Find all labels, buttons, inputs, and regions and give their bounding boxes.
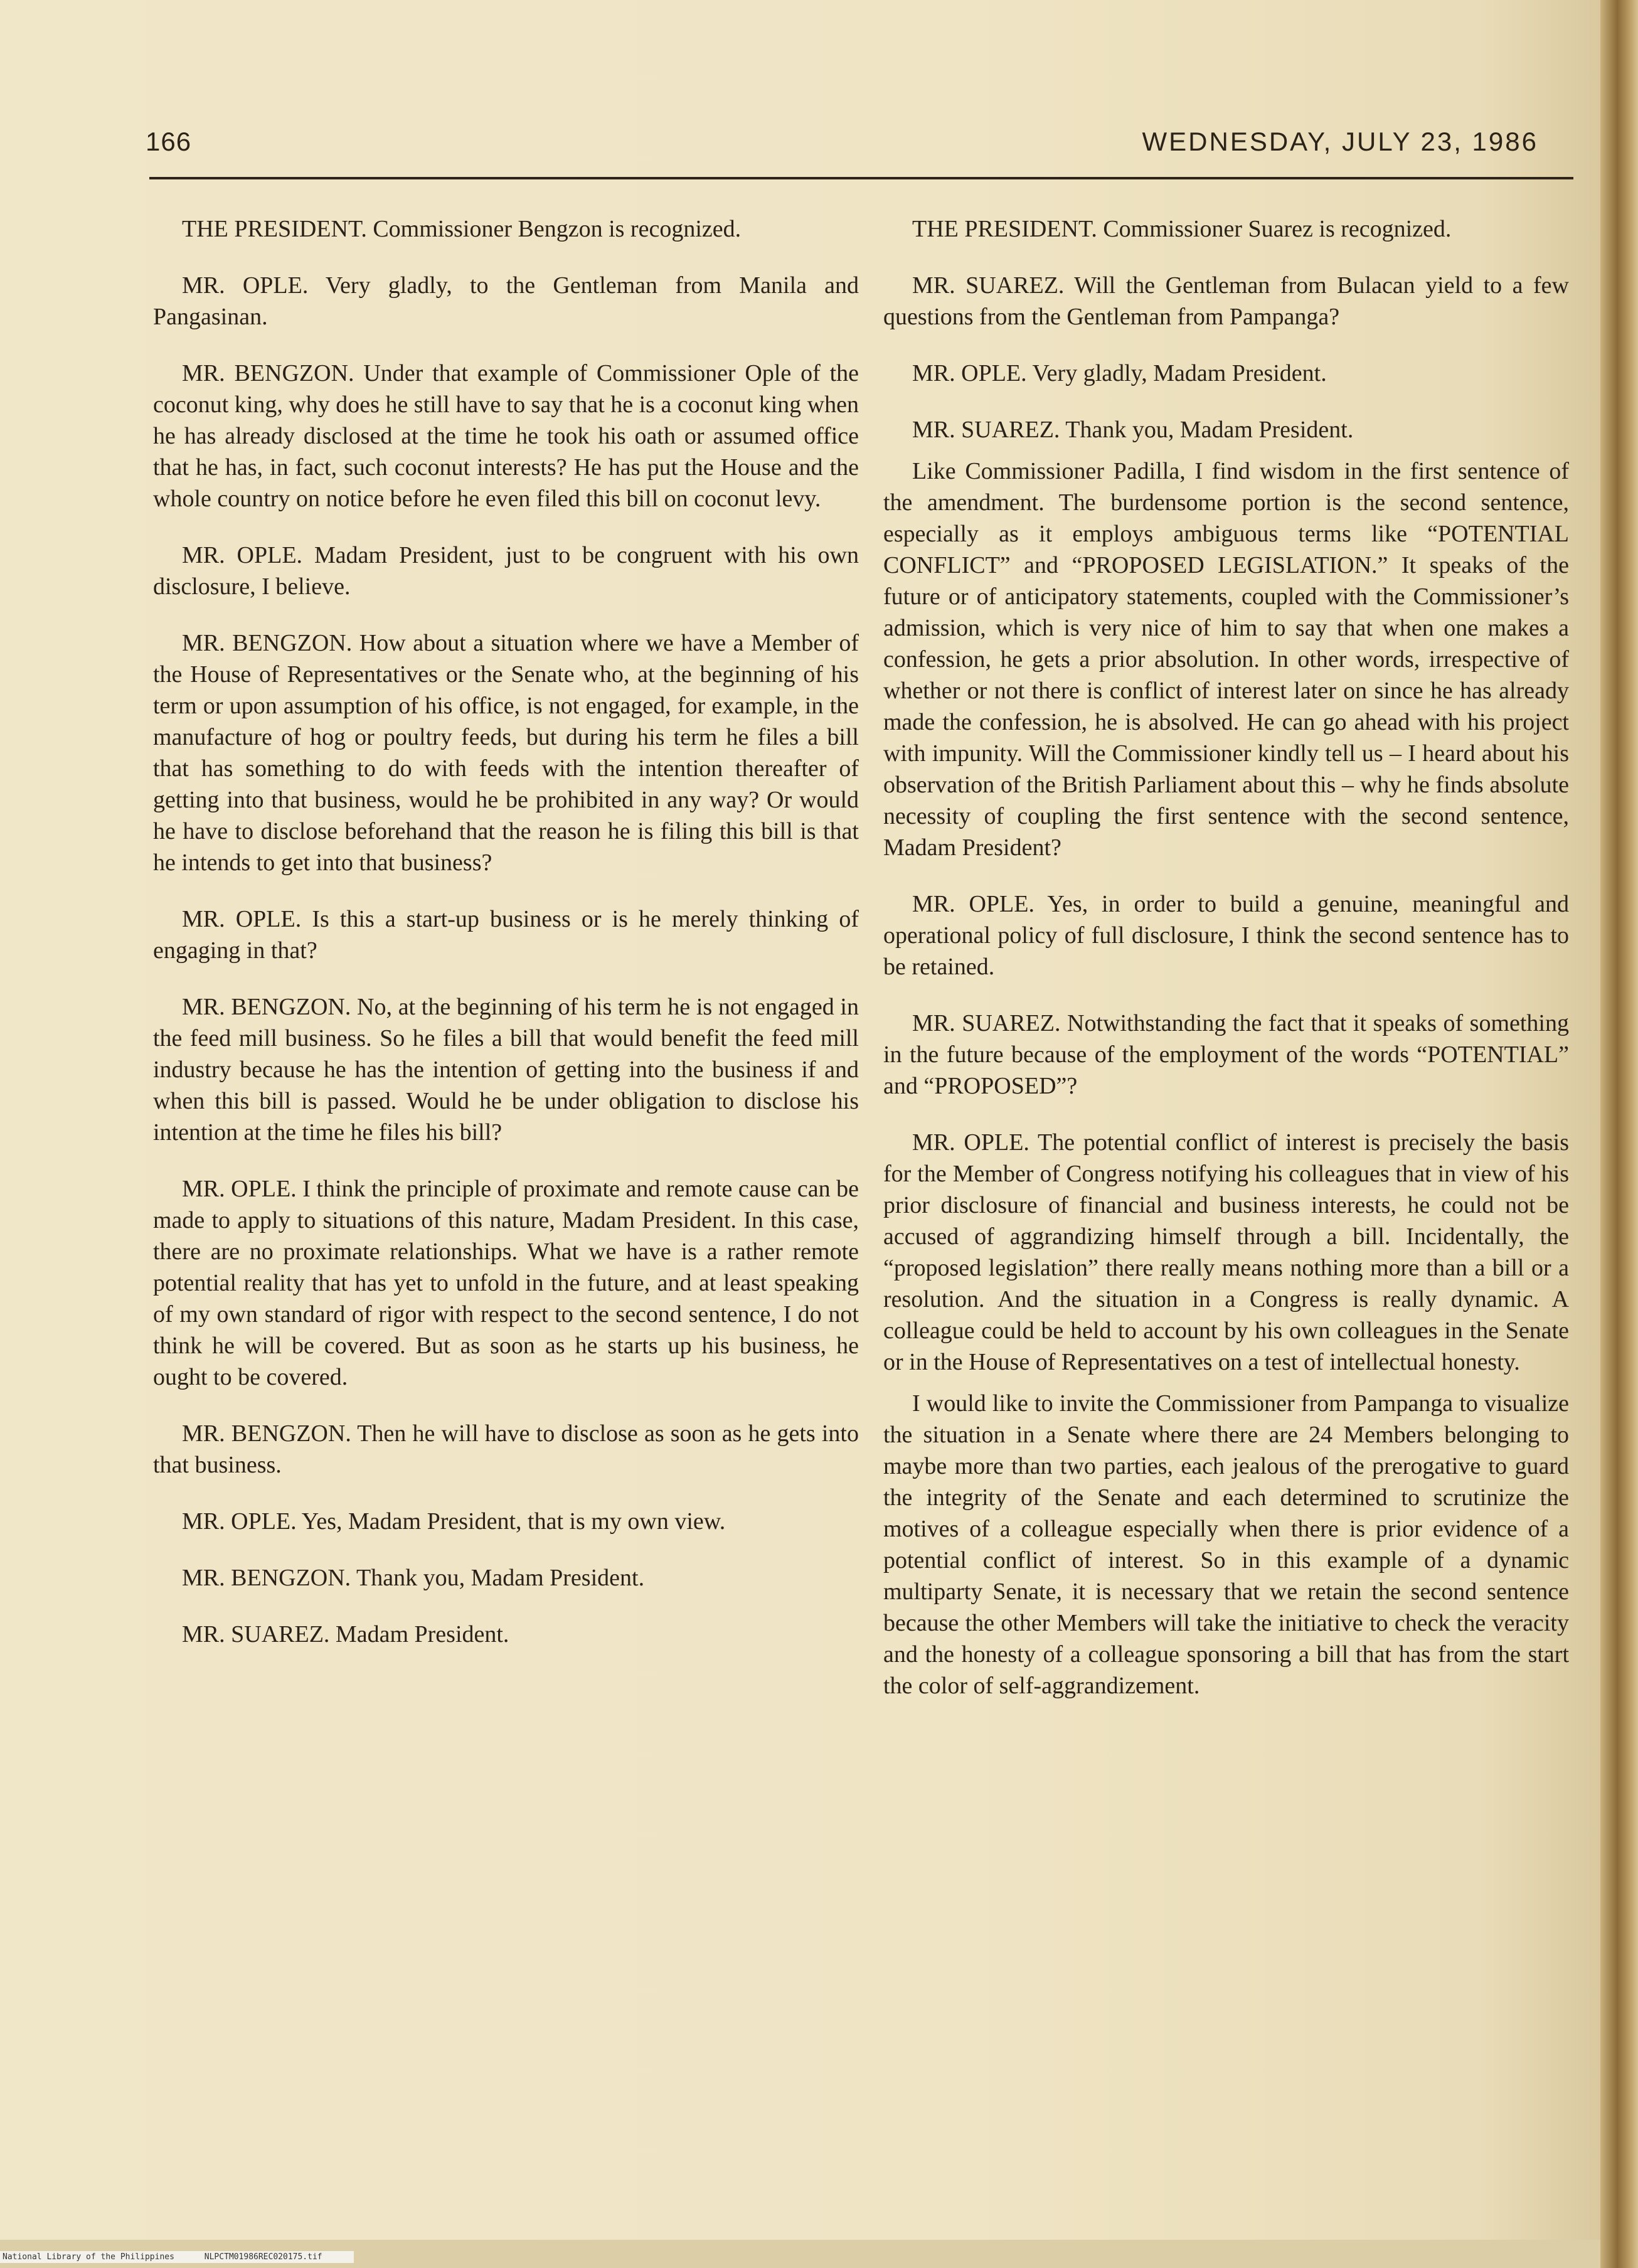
paragraph: MR. OPLE. Yes, in order to build a genuine, meaningful and operational policy of full disclosure, I think the second sentence has to be retained. xyxy=(883,891,1569,980)
paragraph: MR. SUAREZ. Will the Gentleman from Bulacan yield to a few questions from the Gentleman from Pampanga? xyxy=(883,272,1569,330)
page-header xyxy=(146,119,1538,176)
paragraph: THE PRESIDENT. Commissioner Bengzon is recognized. xyxy=(182,216,742,242)
paragraph: MR. OPLE. Very gladly, to the Gentleman from Manila and Pangasinan. xyxy=(153,272,859,330)
scan-footer xyxy=(0,2251,354,2263)
footer-file: NLPCTM01986REC020175.tif xyxy=(204,2252,322,2262)
right-column xyxy=(883,213,1569,1727)
left-column xyxy=(153,213,859,1675)
paragraph: MR. OPLE. Very gladly, Madam President. xyxy=(912,360,1327,386)
paragraph: MR. SUAREZ. Thank you, Madam President. xyxy=(912,417,1354,443)
paragraph: MR. SUAREZ. Notwithstanding the fact that it speaks of something in the future because of the employment of the words “POTENTIAL” and “PROPOSED”? xyxy=(883,1010,1569,1099)
page-number: 166 xyxy=(146,127,192,156)
paragraph: THE PRESIDENT. Commissioner Suarez is recognized. xyxy=(912,216,1452,242)
paragraph: MR. BENGZON. Thank you, Madam President. xyxy=(182,1565,645,1591)
header-rule xyxy=(149,177,1573,179)
paragraph: MR. OPLE. Yes, Madam President, that is my own view. xyxy=(182,1508,726,1535)
paragraph: MR. SUAREZ. Madam President. xyxy=(182,1621,509,1648)
paragraph: MR. OPLE. I think the principle of proximate and remote cause can be made to apply to situations of this nature, Madam President. In this case, there are no proximate relationships. What we have is a rather remote potential reality that has yet to unfold in the future, and at least speaking of my own standard of rigor with respect to the second sentence, I do not think he will be covered. But as soon as he starts up his business, he ought to be covered. xyxy=(153,1176,859,1390)
paragraph: I would like to invite the Commissioner from Pampanga to visualize the situation in a Senate where there are 24 Members belonging to maybe more than two parties, each jealous of the prerogative to guard the integrity of the Senate and each determined to scrutinize the motives of a colleague especially when there is prior evidence of a potential conflict of interest. So in this example of a dynamic multiparty Senate, it is necessary that we retain the second sentence because the other Members will take the initiative to check the veracity and the honesty of a colleague sponsoring a bill that has from the start the color of self-aggrandizement. xyxy=(883,1390,1569,1699)
paragraph: MR. BENGZON. How about a situation where we have a Member of the House of Representatives or the Senate who, at the beginning of his term or upon assumption of his office, is not engaged, for example, in the manufacture of hog or poultry feeds, but during his term he files a bill that has something to do with feeds with the intention thereafter of getting into that business, would he be prohibited in any way? Or would he have to disclose beforehand that the reason he is filing this bill is that he intends to get into that business? xyxy=(153,630,859,876)
paragraph: Like Commissioner Padilla, I find wisdom in the first sentence of the amendment. The burdensome portion is the second sentence, especially as it employs ambiguous terms like “POTENTIAL CONFLICT” and “PROPOSED LEGISLATION.” It speaks of the future or of anticipatory statements, coupled with the Commissioner’s admission, which is very nice of him to say that when one makes a confession, he gets a prior absolution. In other words, irrespective of whether or not there is conflict of interest later on since he has already made the confession, he is absolved. He can go ahead with his project with impunity. Will the Commissioner kindly tell us – I heard about his observation of the British Parliament about this – why he finds absolute necessity of coupling the first sentence with the second sentence, Madam President? xyxy=(883,458,1569,861)
page-date: WEDNESDAY, JULY 23, 1986 xyxy=(1142,127,1538,156)
paragraph: MR. BENGZON. Then he will have to disclose as soon as he gets into that business. xyxy=(153,1420,859,1478)
paragraph: MR. BENGZON. No, at the beginning of his term he is not engaged in the feed mill business. So he files a bill that would benefit the feed mill industry because he has the intention of getting into the business if and when this bill is passed. Would he be under obligation to disclose his intention at the time he files his bill? xyxy=(153,994,859,1146)
paragraph: MR. BENGZON. Under that example of Commissioner Ople of the coconut king, why does he still have to say that he is a coconut king when he has already disclosed at the time he took his oath or assumed office that he has, in fact, such coconut interests? He has put the House and the whole country on notice before he even filed this bill on coconut levy. xyxy=(153,360,859,512)
footer-library: National Library of the Philippines xyxy=(3,2252,174,2262)
paragraph: MR. OPLE. Is this a start-up business or is he merely thinking of engaging in that? xyxy=(153,906,859,964)
paragraph: MR. OPLE. Madam President, just to be congruent with his own disclosure, I believe. xyxy=(153,542,859,600)
book-spine-edge xyxy=(1600,0,1638,2268)
paragraph: MR. OPLE. The potential conflict of interest is precisely the basis for the Member of Congress notifying his colleagues that in view of his prior disclosure of financial and business interests, he could not be accused of aggrandizing himself through a bill. Incidentally, the “proposed legislation” there really means nothing more than a bill or a resolution. And the situation in a Congress is really dynamic. A colleague could be held to account by his own colleagues in the Senate or in the House of Representatives on a test of intellectual honesty. xyxy=(883,1129,1569,1375)
